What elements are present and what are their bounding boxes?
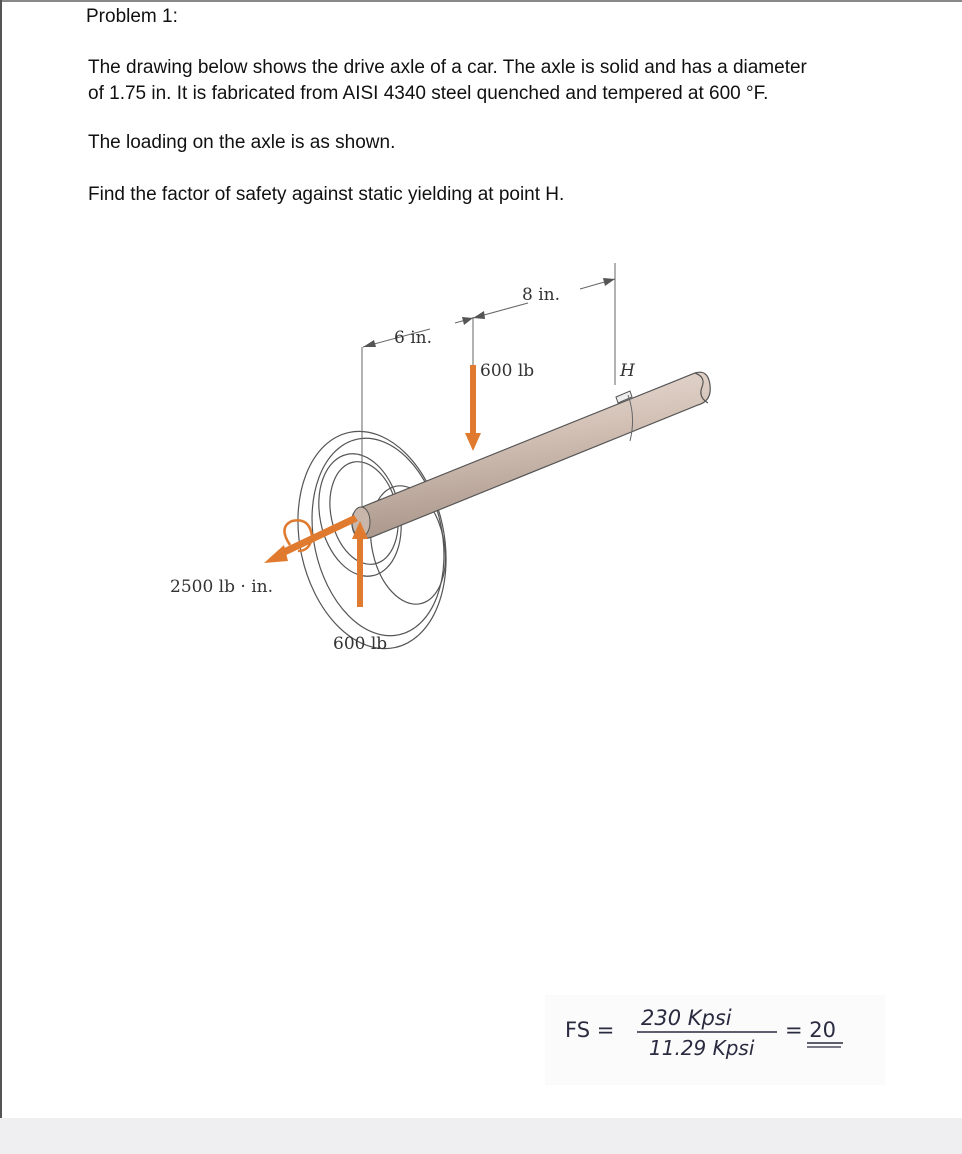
axle-diagram xyxy=(150,245,750,685)
handwritten-calculation xyxy=(545,995,885,1085)
upward-reaction-arrow xyxy=(357,537,363,607)
point-label-h: H xyxy=(620,361,635,381)
handwritten-solution xyxy=(545,995,885,1085)
page-top-border xyxy=(0,0,962,2)
downward-force-arrow xyxy=(470,365,476,435)
axle-drawing xyxy=(150,245,750,685)
description-line-1: The drawing below shows the drive axle of a car. The axle is solid and has a diameter xyxy=(88,57,807,78)
problem-description xyxy=(88,55,807,107)
fs-denominator: 11.29 Kpsi xyxy=(649,1036,755,1060)
loading-statement: The loading on the axle is as shown. xyxy=(88,132,396,153)
description-line-2: of 1.75 in. It is fabricated from AISI 4340 steel quenched and tempered at 600 °F. xyxy=(88,83,769,104)
fs-prefix: FS = xyxy=(565,1018,615,1042)
problem-header: Problem 1: xyxy=(86,6,178,27)
axle-shaft xyxy=(352,372,711,538)
reaction-label-600lb-bottom: 600 lb xyxy=(333,634,388,654)
fs-result: = 20 xyxy=(785,1018,836,1042)
torque-axis-arrowhead xyxy=(264,545,288,563)
load-label-600lb-top: 600 lb xyxy=(480,361,535,381)
downward-force-arrowhead xyxy=(465,433,481,451)
page-left-border xyxy=(0,0,2,1154)
fs-numerator: 230 Kpsi xyxy=(641,1006,732,1030)
question-statement: Find the factor of safety against static yielding at point H. xyxy=(88,184,565,205)
dim-label-6in: 6 in. xyxy=(394,328,433,348)
dim-label-8in: 8 in. xyxy=(522,285,561,305)
page-footer-strip xyxy=(0,1118,962,1154)
torque-label: 2500 lb · in. xyxy=(170,577,273,597)
